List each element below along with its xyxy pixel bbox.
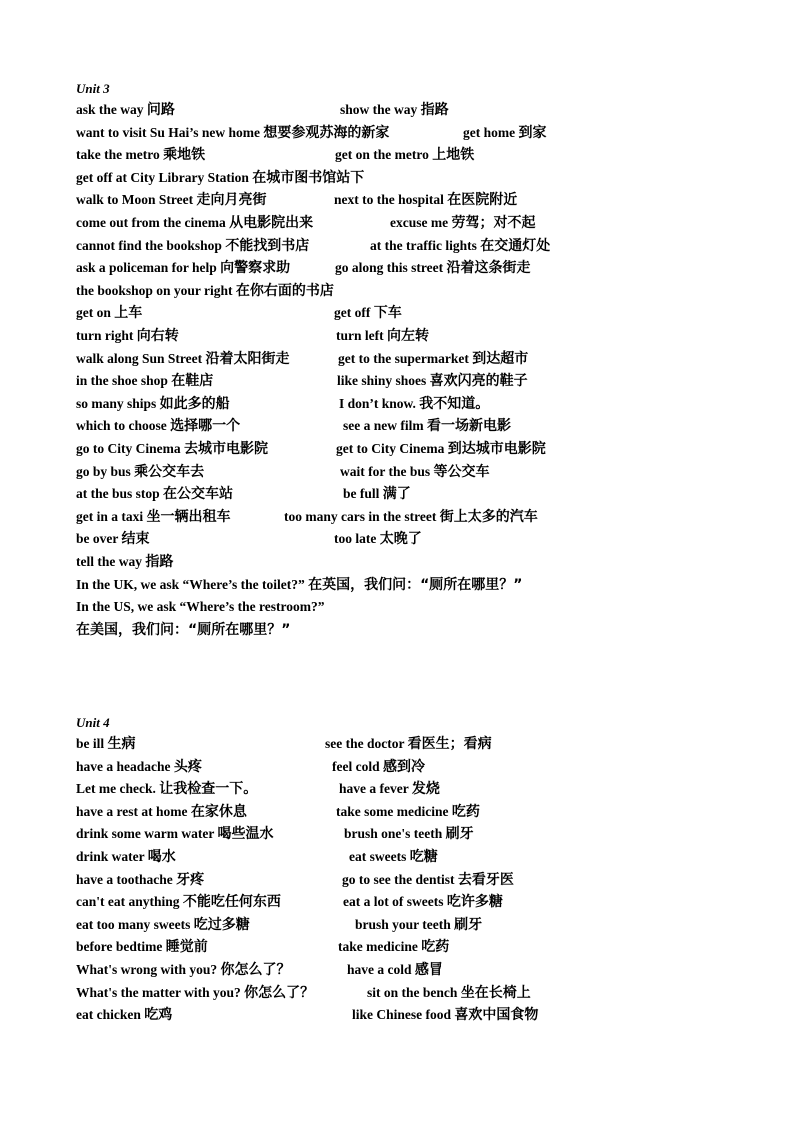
vocab-line [76, 756, 425, 779]
chinese-meaning: 在交通灯处 [480, 237, 551, 254]
vocab-line [76, 370, 528, 393]
chinese-meaning: 到达城市电影院 [447, 441, 546, 457]
english-phrase: be ill [76, 736, 108, 751]
english-phrase: have a toothache [76, 871, 177, 887]
english-phrase: cannot find the bookshop [76, 237, 226, 253]
chinese-meaning: 吃药 [421, 939, 450, 956]
vocab-line [76, 348, 529, 371]
chinese-meaning: 向左转 [387, 328, 429, 344]
vocab-line [76, 936, 450, 959]
chinese-meaning: 发烧 [411, 781, 440, 798]
chinese-meaning: 向右转 [136, 328, 179, 344]
chinese-meaning: 去看牙医 [457, 871, 514, 888]
english-phrase: see a new film [343, 418, 427, 434]
chinese-meaning: 喝水 [147, 849, 176, 865]
english-phrase: in the shoe shop [76, 373, 172, 389]
vocab-line [76, 891, 503, 914]
english-phrase: want to visit Su Hai’s new home [76, 124, 264, 140]
vocab-line [76, 823, 474, 846]
chinese-meaning: 等公交车 [433, 463, 490, 480]
english-phrase: have a cold [347, 962, 415, 977]
vocab-line [76, 801, 480, 824]
english-phrase: turn left [336, 328, 387, 343]
chinese-meaning: 到达超市 [472, 350, 529, 367]
chinese-meaning: 乘公交车去 [134, 463, 205, 480]
chinese-meaning: 坐在长椅上 [460, 984, 531, 1001]
chinese-meaning: 不能吃任何东西 [182, 894, 281, 911]
chinese-meaning: 乘地铁 [163, 147, 206, 164]
english-phrase: come out from the cinema [76, 215, 230, 230]
chinese-meaning: 在英国，我们问：“厕所在哪里？” [308, 576, 523, 593]
vocab-line [76, 280, 334, 303]
chinese-meaning: 刷牙 [454, 916, 483, 933]
vocab-line [76, 438, 546, 461]
english-phrase: tell the way [76, 554, 146, 569]
english-phrase: have a rest at home [76, 803, 191, 819]
vocab-line [76, 528, 422, 551]
vocab-line [76, 461, 490, 484]
chinese-meaning: 满了 [382, 486, 411, 503]
vocab-line [76, 596, 324, 619]
english-phrase: eat sweets [349, 849, 410, 864]
chinese-meaning: 牙疼 [176, 871, 205, 888]
english-phrase: get in a taxi [76, 508, 147, 524]
english-phrase: go to see the dentist [342, 871, 458, 887]
vocab-line [76, 167, 364, 190]
chinese-meaning: 选择哪一个 [170, 418, 241, 435]
chinese-meaning: 看一场新电影 [426, 418, 511, 435]
vocab-line [76, 302, 402, 325]
chinese-meaning: 你怎么了？ [244, 984, 315, 1001]
chinese-meaning: 不能找到书店 [225, 237, 310, 254]
english-phrase: feel cold [332, 758, 383, 774]
chinese-meaning: 劳驾；对不起 [451, 215, 536, 231]
unit-3-heading: Unit 3 [76, 81, 110, 96]
english-phrase: In the US, we ask “Where’s the restroom?” [76, 599, 325, 615]
vocab-line [76, 235, 551, 258]
chinese-meaning: 在你右面的书店 [235, 282, 334, 299]
english-phrase: drink water [76, 849, 148, 864]
chinese-meaning: 沿着太阳街走 [205, 350, 290, 367]
english-phrase: eat a lot of sweets [343, 894, 447, 910]
vocab-line [76, 144, 475, 167]
english-phrase: excuse me [390, 215, 452, 230]
unit-4-heading: Unit 4 [76, 715, 110, 730]
chinese-meaning: 喜欢中国食物 [454, 1007, 539, 1024]
english-phrase: which to choose [76, 418, 171, 434]
english-phrase: ask the way [76, 102, 147, 117]
vocab-line [76, 483, 411, 506]
english-phrase: like shiny shoes [337, 373, 430, 389]
english-phrase: brush your teeth [355, 916, 455, 932]
english-phrase: next to the hospital [334, 192, 448, 208]
chinese-meaning: 上车 [114, 305, 143, 322]
english-phrase: Let me check. [76, 781, 160, 797]
english-phrase: ask a policeman for help [76, 260, 221, 276]
chinese-meaning: 让我检查一下。 [159, 781, 258, 798]
chinese-meaning: 在家休息 [190, 803, 247, 820]
english-phrase: get off [334, 305, 374, 321]
vocab-line [76, 393, 490, 416]
vocab-line [76, 257, 531, 280]
english-phrase: go along this street [335, 260, 447, 276]
chinese-meaning: 沿着这条街走 [446, 260, 531, 277]
vocab-line [76, 914, 483, 937]
vocab-line [76, 99, 449, 122]
chinese-meaning: 指路 [145, 554, 174, 570]
chinese-meaning: 吃过多糖 [193, 916, 250, 933]
vocab-line [76, 325, 429, 348]
chinese-meaning: 吃糖 [409, 849, 438, 865]
english-phrase: can't eat anything [76, 894, 183, 910]
chinese-meaning: 吃鸡 [144, 1007, 173, 1024]
english-phrase: wait for the bus [340, 463, 434, 479]
english-phrase: eat chicken [76, 1007, 145, 1023]
english-phrase: get off at City Library Station [76, 169, 253, 185]
english-phrase: In the UK, we ask “Where’s the toilet?” [76, 576, 309, 592]
chinese-meaning: 看医生；看病 [407, 736, 492, 752]
english-phrase: like Chinese food [352, 1007, 455, 1023]
vocab-line [76, 415, 511, 438]
chinese-meaning: 在医院附近 [447, 192, 518, 209]
vocab-line [76, 733, 492, 756]
vocab-line [76, 619, 290, 642]
english-phrase: at the bus stop [76, 486, 164, 502]
vocab-line [76, 506, 538, 529]
english-phrase: get on [76, 305, 115, 321]
english-phrase: eat too many sweets [76, 916, 194, 932]
chinese-meaning: 指路 [420, 102, 449, 118]
chinese-meaning: 从电影院出来 [229, 215, 314, 231]
vocab-line [76, 1004, 539, 1027]
vocab-line [76, 869, 514, 892]
english-phrase: go to City Cinema [76, 441, 184, 456]
chinese-meaning: 感到冷 [382, 758, 425, 775]
chinese-meaning: 太晚了 [379, 531, 422, 548]
english-phrase: walk along Sun Street [76, 350, 206, 366]
english-phrase: What's wrong with you? [76, 962, 221, 977]
english-phrase: take some medicine [336, 803, 452, 819]
english-phrase: get on the metro [335, 147, 433, 163]
english-phrase: take the metro [76, 147, 164, 163]
english-phrase: sit on the bench [367, 984, 461, 1000]
chinese-meaning: 感冒 [414, 962, 443, 978]
vocab-line [76, 778, 440, 801]
english-phrase: be over [76, 531, 122, 547]
english-phrase: What's the matter with you? [76, 984, 245, 1000]
chinese-meaning: 问路 [146, 102, 175, 118]
chinese-meaning: 走向月亮街 [196, 192, 267, 209]
chinese-meaning: 刷牙 [445, 826, 474, 843]
english-phrase: turn right [76, 328, 137, 343]
english-phrase: see the doctor [325, 736, 408, 751]
english-phrase: too late [334, 531, 380, 547]
english-phrase: get to the supermarket [338, 350, 473, 366]
chinese-meaning: 去城市电影院 [184, 441, 268, 457]
chinese-meaning: 到家 [518, 124, 547, 141]
english-phrase: drink some warm water [76, 826, 218, 842]
chinese-meaning: 在公交车站 [163, 486, 234, 503]
chinese-meaning: 喜欢闪亮的鞋子 [429, 373, 528, 390]
chinese-meaning: 吃许多糖 [446, 894, 503, 911]
chinese-meaning: 在城市图书馆站下 [252, 169, 365, 186]
chinese-meaning: 睡觉前 [165, 939, 208, 956]
english-phrase: show the way [340, 102, 421, 117]
english-phrase: get home [463, 124, 519, 140]
english-phrase: brush one's teeth [344, 826, 446, 842]
chinese-meaning: 生病 [107, 736, 136, 752]
chinese-meaning: 在美国，我们问：“厕所在哪里？” [76, 621, 291, 638]
chinese-meaning: 上地铁 [432, 147, 475, 164]
vocab-line [76, 959, 443, 982]
english-phrase: have a headache [76, 758, 174, 774]
chinese-meaning: 如此多的船 [159, 395, 230, 412]
english-phrase: I don’t know. [339, 395, 420, 411]
english-phrase: be full [343, 486, 383, 502]
english-phrase: have a fever [339, 781, 412, 797]
english-phrase: so many ships [76, 395, 160, 411]
vocab-line [76, 982, 531, 1005]
chinese-meaning: 喝些温水 [217, 826, 274, 843]
chinese-meaning: 吃药 [451, 803, 480, 820]
chinese-meaning: 在鞋店 [171, 373, 214, 390]
chinese-meaning: 坐一辆出租车 [146, 508, 231, 525]
english-phrase: get to City Cinema [336, 441, 448, 456]
chinese-meaning: 街上太多的汽车 [439, 508, 538, 525]
english-phrase: the bookshop on your right [76, 282, 236, 298]
english-phrase: go by bus [76, 463, 135, 479]
english-phrase: walk to Moon Street [76, 192, 197, 208]
vocab-line [76, 212, 536, 235]
english-phrase: at the traffic lights [370, 237, 481, 253]
chinese-meaning: 想要参观苏海的新家 [263, 124, 390, 141]
english-phrase: take medicine [338, 939, 422, 955]
vocab-line [76, 846, 438, 869]
english-phrase: before bedtime [76, 939, 166, 955]
chinese-meaning: 我不知道。 [419, 395, 490, 412]
chinese-meaning: 下车 [373, 305, 402, 322]
english-phrase: too many cars in the street [284, 508, 440, 524]
chinese-meaning: 向警察求助 [220, 260, 291, 277]
vocab-line [76, 574, 523, 597]
chinese-meaning: 结束 [121, 531, 150, 548]
vocab-line [76, 122, 547, 145]
chinese-meaning: 头疼 [173, 758, 202, 775]
chinese-meaning: 你怎么了？ [220, 962, 291, 978]
vocab-line [76, 551, 173, 574]
vocab-line [76, 189, 518, 212]
